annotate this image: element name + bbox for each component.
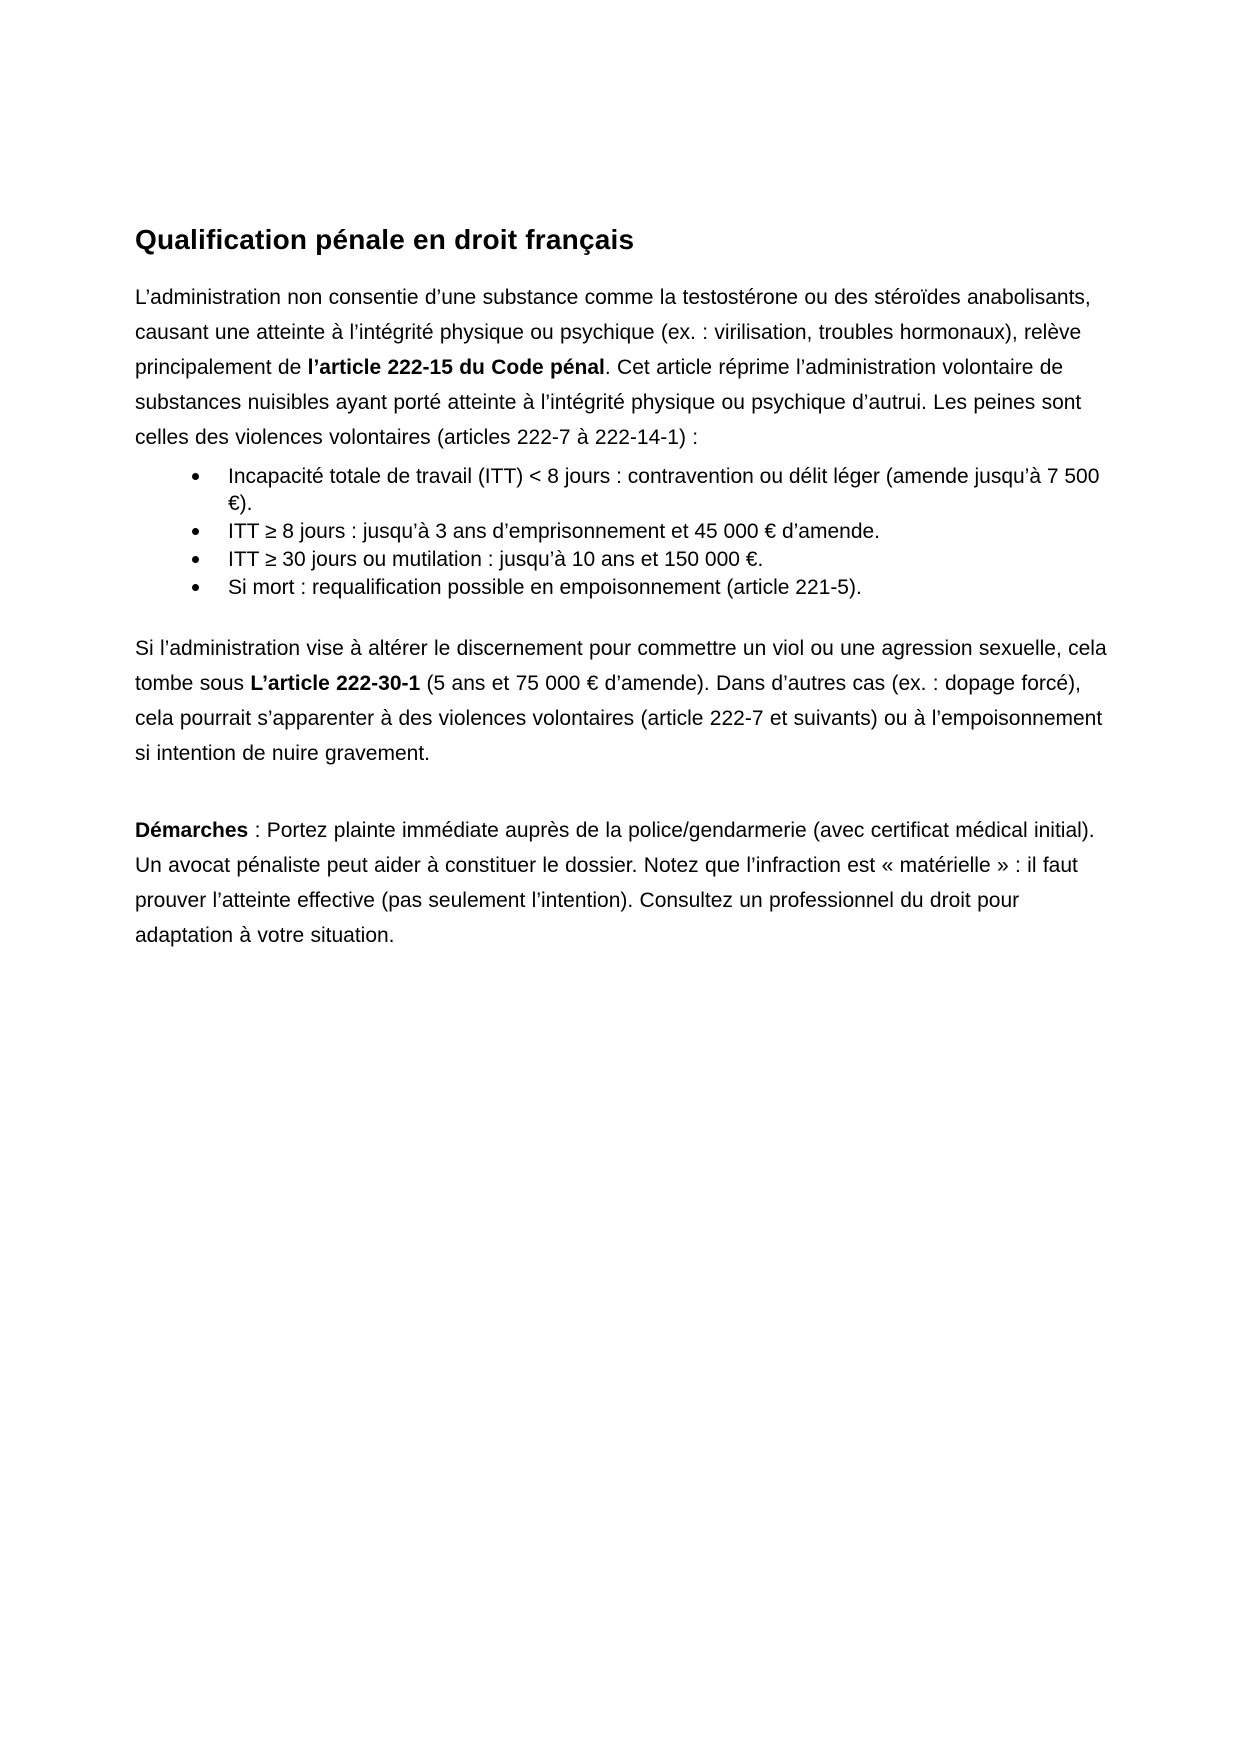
list-item-death bbox=[135, 574, 1110, 601]
text-segment: (5 ans et 75 000 € d’amende). Dans d’autres cas (ex. : dopage forcé), cela pourrait s’apparenter à des violences volontaires (article 222-7 et suivants) ou à l’empoisonnement si intention de nuire gravement. bbox=[135, 672, 1103, 765]
paragraph-other-offences bbox=[135, 631, 1110, 771]
list-item-text bbox=[228, 520, 880, 543]
bullet-icon bbox=[192, 473, 199, 480]
text-segment: Démarches bbox=[135, 819, 249, 842]
text-segment: Incapacité totale de travail (ITT) < 8 jours : contravention ou délit léger (amende jusqu’à 7 500 €). bbox=[228, 465, 1100, 515]
bullet-icon bbox=[192, 528, 199, 535]
list-item-text bbox=[228, 576, 862, 599]
bullet-icon bbox=[192, 556, 199, 563]
document-content bbox=[135, 222, 1110, 953]
text-segment: : Portez plainte immédiate auprès de la police/gendarmerie (avec certificat médical initial). Un avocat pénaliste peut aider à constituer le dossier. Notez que l’infraction est « matérielle » : il faut prouver l’atteinte effective (pas seulement l’intention). Consultez un professionnel du droit pour adaptation à votre situation. bbox=[135, 819, 1095, 947]
page-title: Qualification pénale en droit français bbox=[135, 224, 635, 255]
bullet-icon bbox=[192, 584, 199, 591]
text-segment: L’article 222-30-1 bbox=[250, 672, 421, 695]
list-item-text bbox=[228, 548, 763, 571]
list-item-text bbox=[228, 465, 1099, 515]
text-segment: . Cet article réprime l’administration volontaire de substances nuisibles ayant porté atteinte à l’intégrité physique ou psychique d’autrui. Les peines sont celles des violences volontaires (articles 222-7 à 222-14-1) : bbox=[135, 356, 1082, 449]
penalties-list bbox=[135, 463, 1110, 601]
list-item-itt-30-plus bbox=[135, 546, 1110, 573]
paragraph-demarches bbox=[135, 813, 1110, 953]
text-segment: ITT ≥ 8 jours : jusqu’à 3 ans d’emprisonnement et 45 000 € d’amende. bbox=[228, 520, 881, 543]
paragraph-intro bbox=[135, 280, 1110, 455]
text-segment: l’article 222-15 du Code pénal bbox=[307, 356, 605, 379]
text-segment: L’administration non consentie d’une substance comme la testostérone ou des stéroïdes anabolisants, causant une atteinte à l’intégrité physique ou psychique (ex. : virilisation, troubles hormonaux), relève principalement de bbox=[135, 286, 1091, 379]
list-item-itt-8-plus bbox=[135, 518, 1110, 545]
list-item-itt-under-8 bbox=[135, 463, 1110, 517]
text-segment: Si l’administration vise à altérer le discernement pour commettre un viol ou une agression sexuelle, cela tombe sous bbox=[135, 637, 1107, 695]
text-segment: Si mort : requalification possible en empoisonnement (article 221-5). bbox=[228, 576, 862, 599]
text-segment: ITT ≥ 30 jours ou mutilation : jusqu’à 10 ans et 150 000 €. bbox=[228, 548, 764, 571]
